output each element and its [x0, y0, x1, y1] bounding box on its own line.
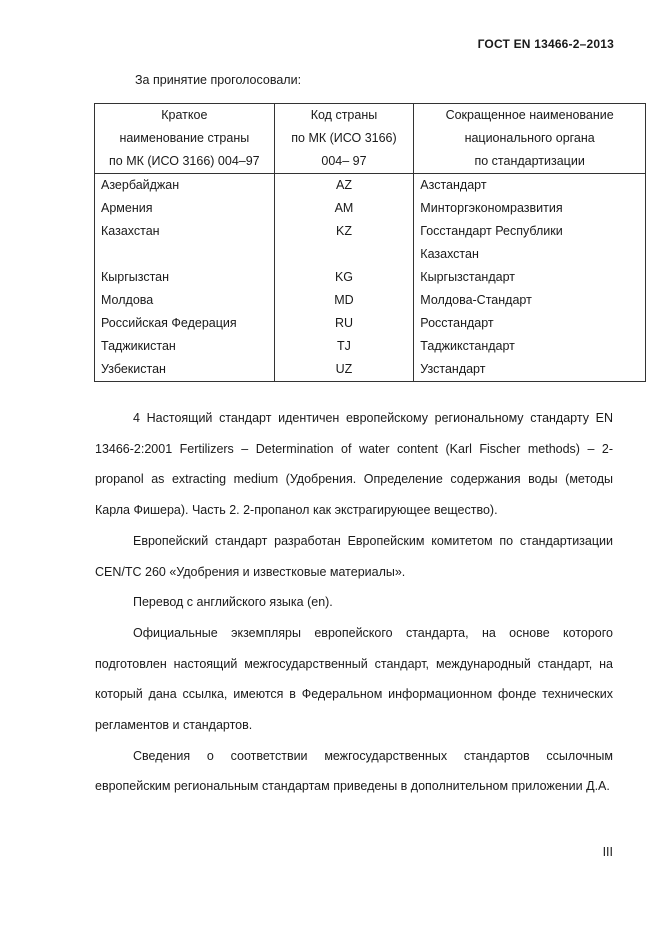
- table-row: [95, 289, 646, 312]
- cell-body: Росстандарт: [414, 312, 646, 335]
- paragraph-developer: Европейский стандарт разработан Европейским комитетом по стандартизации CEN/TC 260 «Удобрения и известковые материалы».: [95, 533, 613, 579]
- cell-country: Азербайджан: [95, 174, 275, 198]
- cell-body: Таджикстандарт: [414, 335, 646, 358]
- cell-code: AZ: [274, 174, 414, 198]
- cell-country: Казахстан: [95, 220, 275, 243]
- paragraph-correspondence: Сведения о соответствии межгосударственных стандартов ссылочным европейским региональным стандартам приведены в дополнительном приложении Д.А.: [95, 748, 613, 794]
- cell-country: Таджикистан: [95, 335, 275, 358]
- header-line: 004– 97: [321, 154, 367, 168]
- cell-code: MD: [274, 289, 414, 312]
- voting-countries-table: [94, 103, 646, 382]
- cell-body: Госстандарт Республики: [414, 220, 646, 243]
- header-line: Код страны: [310, 108, 378, 122]
- table-row: [95, 174, 646, 198]
- header-line: по стандартизации: [474, 154, 585, 168]
- header-line: наименование страны: [119, 131, 250, 145]
- document-body: [95, 403, 613, 802]
- header-standards-body: [414, 104, 646, 174]
- cell-country: Российская Федерация: [95, 312, 275, 335]
- table-row: [95, 335, 646, 358]
- table-row: [95, 243, 646, 266]
- paragraph-translation: Перевод с английского языка (en).: [133, 595, 333, 610]
- table-row: [95, 358, 646, 382]
- cell-body: Кыргызстандарт: [414, 266, 646, 289]
- cell-code: RU: [274, 312, 414, 335]
- cell-country: [95, 243, 275, 266]
- table-row: [95, 220, 646, 243]
- cell-country: Кыргызстан: [95, 266, 275, 289]
- paragraph-official-copies: Официальные экземпляры европейского стандарта, на основе которого подготовлен настоящий межгосударственный стандарт, международный стандарт, на который дана ссылка, имеются в Федеральном информационном фонде технических регламентов и стандартов.: [95, 625, 613, 733]
- header-line: по МК (ИСО 3166): [291, 131, 397, 145]
- cell-code: UZ: [274, 358, 414, 382]
- header-country-code: [274, 104, 414, 174]
- header-line: Сокращенное наименование: [445, 108, 614, 122]
- paragraph-identity: 4 Настоящий стандарт идентичен европейскому региональному стандарту EN 13466-2:2001 Fertilizers – Determination of water content (Karl Fischer methods) – 2-propanol as extracting medium (Удобрения. Определение содержания воды (методы Карла Фишера). Часть 2. 2-пропанол как экстрагирующее вещество).: [95, 411, 613, 518]
- cell-body: Узстандарт: [414, 358, 646, 382]
- page-number: III: [602, 845, 613, 859]
- cell-body: Азстандарт: [414, 174, 646, 198]
- cell-code: AM: [274, 197, 414, 220]
- cell-country: Узбекистан: [95, 358, 275, 382]
- table-header-row: [95, 104, 646, 174]
- table-row: [95, 266, 646, 289]
- header-country-name: [95, 104, 275, 174]
- cell-country: Молдова: [95, 289, 275, 312]
- voting-intro: За принятие проголосовали:: [135, 73, 302, 87]
- table-row: [95, 312, 646, 335]
- cell-code: KZ: [274, 220, 414, 243]
- cell-country: Армения: [95, 197, 275, 220]
- cell-body: Казахстан: [414, 243, 646, 266]
- header-line: по МК (ИСО 3166) 004–97: [109, 154, 260, 168]
- cell-code: KG: [274, 266, 414, 289]
- header-line: национального органа: [464, 131, 595, 145]
- cell-body: Минторгэкономразвития: [414, 197, 646, 220]
- cell-code: [274, 243, 414, 266]
- header-line: Краткое: [161, 108, 208, 122]
- document-header-title: ГОСТ EN 13466-2–2013: [477, 37, 614, 51]
- table-row: [95, 197, 646, 220]
- cell-code: TJ: [274, 335, 414, 358]
- cell-body: Молдова-Стандарт: [414, 289, 646, 312]
